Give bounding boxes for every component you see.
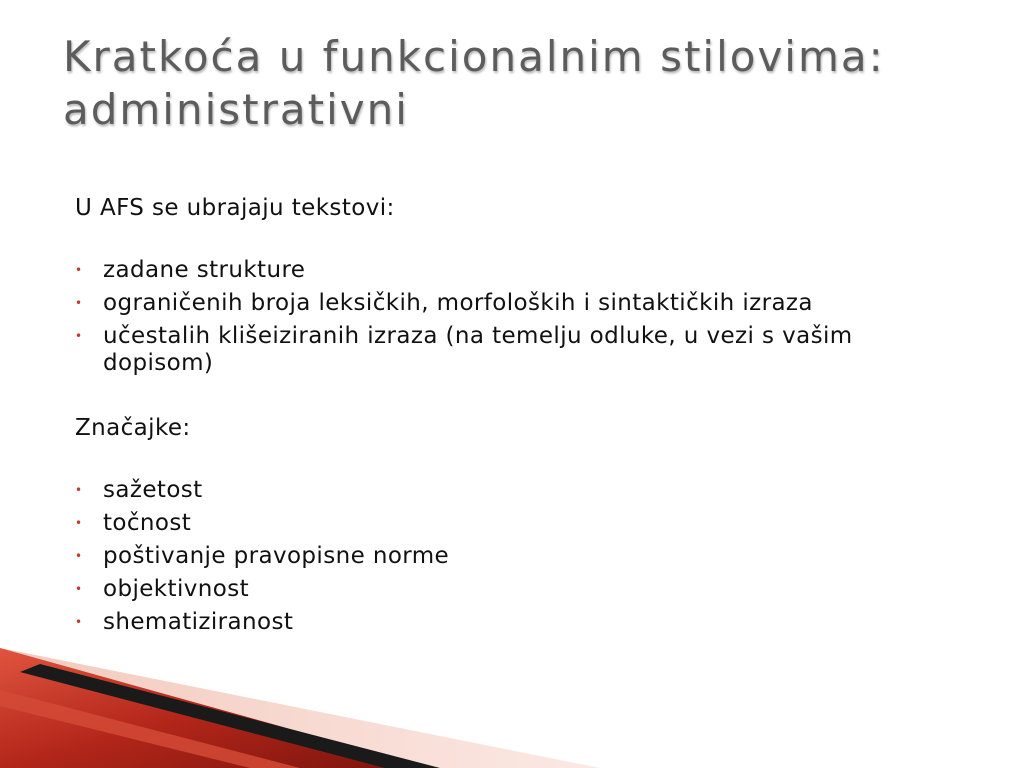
list-item-text: zadane strukture: [103, 257, 306, 283]
bullet-icon: •: [75, 582, 83, 596]
list-item-text: poštivanje pravopisne norme: [103, 543, 450, 569]
bullet-list-features: [75, 477, 955, 636]
bullet-icon: •: [75, 549, 83, 563]
list-item: [75, 257, 955, 284]
list-item: [75, 290, 955, 317]
list-item: [75, 609, 955, 636]
intro-text-features: Značajke:: [75, 415, 191, 441]
list-item: [75, 323, 955, 377]
list-item: [75, 576, 955, 603]
bullet-icon: •: [75, 615, 83, 629]
list-item-text: objektivnost: [103, 576, 250, 602]
list-item: [75, 543, 955, 570]
bullet-icon: •: [75, 516, 83, 530]
list-item: [75, 477, 955, 504]
slide-title: Kratkoća u funkcionalnim stilovima: administrativni: [63, 32, 885, 134]
list-item-text: ograničenih broja leksičkih, morfoloških i sintaktičkih izraza: [103, 290, 813, 316]
list-item-text: točnost: [103, 510, 192, 536]
slide-body: [75, 193, 955, 642]
list-item-text: učestalih klišeiziranih izraza (na temelju odluke, u vezi s vašim dopisom): [103, 323, 853, 376]
bullet-icon: •: [75, 296, 83, 310]
list-item: [75, 510, 955, 537]
bullet-icon: •: [75, 329, 83, 343]
bullet-icon: •: [75, 483, 83, 497]
intro-text-texts: U AFS se ubrajaju tekstovi:: [75, 195, 395, 221]
list-item-text: sažetost: [103, 477, 203, 503]
bullet-icon: •: [75, 263, 83, 277]
bullet-list-texts: [75, 257, 955, 377]
list-item-text: shematiziranost: [103, 609, 294, 635]
